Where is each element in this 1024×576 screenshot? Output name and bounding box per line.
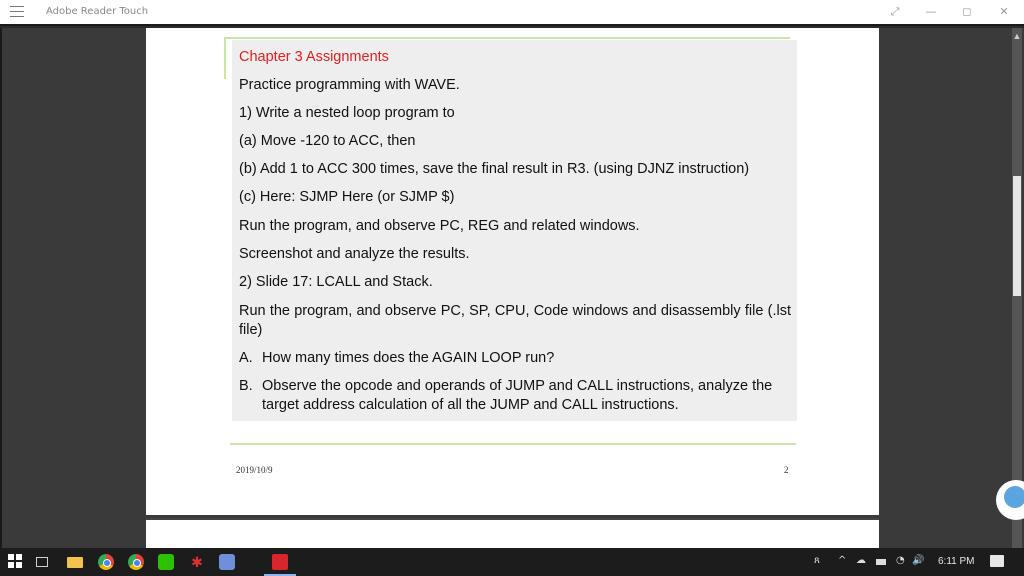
chrome-icon[interactable] — [98, 554, 114, 570]
windows-start-icon[interactable] — [8, 554, 24, 570]
onedrive-cloud-icon[interactable]: ☁ — [856, 555, 866, 566]
text-line: (a) Move -120 to ACC, then — [239, 133, 416, 149]
text-line: (c) Here: SJMP Here (or SJMP $) — [239, 189, 455, 205]
app-title: Adobe Reader Touch — [46, 6, 149, 17]
title-bar — [0, 0, 1024, 26]
chrome-icon[interactable] — [128, 554, 144, 570]
hamburger-menu-icon[interactable] — [10, 6, 24, 18]
list-item-text: How many times does the AGAIN LOOP run? — [262, 350, 555, 366]
footer-rule — [230, 443, 796, 445]
people-icon[interactable]: ጸ — [814, 555, 820, 566]
mail-app-icon[interactable] — [219, 554, 235, 570]
scroll-up-arrow-icon[interactable]: ▲ — [1012, 31, 1022, 41]
next-pdf-page — [146, 518, 879, 548]
volume-icon[interactable]: 🔊 — [912, 555, 925, 566]
corner-bird-icon — [1004, 486, 1024, 508]
chevron-up-icon[interactable]: ^ — [838, 555, 847, 566]
battery-icon[interactable] — [876, 559, 886, 565]
list-item — [239, 377, 791, 415]
minimize-button[interactable]: — — [925, 5, 937, 18]
list-marker: A. — [239, 350, 253, 366]
text-line: (b) Add 1 to ACC 300 times, save the final result in R3. (using DJNZ instruction) — [239, 161, 750, 177]
file-explorer-icon[interactable] — [67, 557, 83, 568]
text-line: Practice programming with WAVE. — [239, 77, 460, 93]
taskbar — [0, 548, 1024, 576]
viewer-left-edge — [0, 28, 2, 548]
chapter-title: Chapter 3 Assignments — [239, 49, 389, 65]
text-line: Run the program, and observe PC, REG and related windows. — [239, 218, 640, 234]
list-item-text: Observe the opcode and operands of JUMP and CALL instructions, analyze the target address calculation of all the JUMP and CALL instructions. — [262, 378, 773, 413]
pdf-page — [146, 28, 879, 515]
decorative-rule-top — [224, 37, 790, 39]
restore-button[interactable]: ◻ — [962, 5, 972, 18]
task-view-icon[interactable] — [36, 557, 48, 567]
scroll-thumb[interactable] — [1013, 176, 1021, 296]
footer-page-number: 2 — [784, 465, 789, 475]
text-line: Screenshot and analyze the results. — [239, 246, 470, 262]
close-button[interactable]: ✕ — [999, 5, 1009, 18]
text-line: 1) Write a nested loop program to — [239, 105, 455, 121]
adobe-reader-icon[interactable] — [272, 554, 288, 570]
document-viewer[interactable] — [0, 28, 1024, 548]
notification-center-icon[interactable] — [990, 555, 1004, 567]
bug-app-icon[interactable]: ✱ — [191, 554, 203, 570]
list-marker: B. — [239, 378, 253, 394]
expand-icon[interactable]: ⤢ — [890, 5, 900, 18]
footer-date: 2019/10/9 — [236, 465, 273, 475]
wifi-icon[interactable]: ◔ — [896, 555, 905, 566]
list-item — [239, 349, 791, 368]
text-line: 2) Slide 17: LCALL and Stack. — [239, 274, 433, 290]
wechat-icon[interactable] — [158, 554, 174, 570]
text-paragraph: Run the program, and observe PC, SP, CPU, Code windows and disassembly file (.lst file) — [239, 303, 791, 338]
assignment-box — [232, 40, 797, 421]
decorative-rule-left — [224, 37, 226, 79]
clock[interactable]: 6:11 PM — [938, 556, 975, 567]
vertical-scrollbar[interactable] — [1012, 28, 1022, 548]
